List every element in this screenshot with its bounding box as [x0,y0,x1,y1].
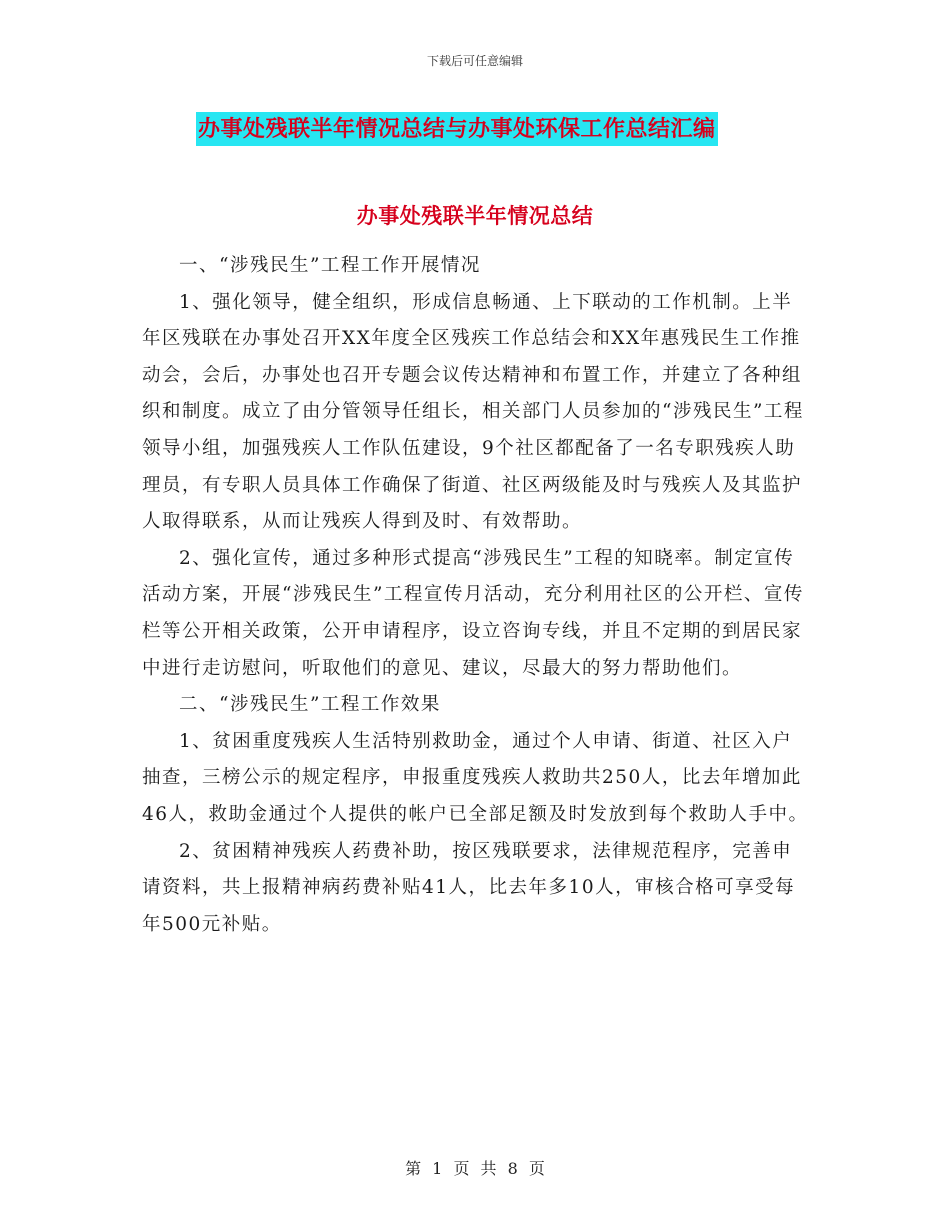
heading-1: 一、“涉残民生”工程工作开展情况 [179,255,481,276]
paragraph: 2、贫困精神残疾人药费补助，按区残联要求，法律规范程序，完善申请资料，共上报精神病药费补贴41人，比去年多10人，审核合格可享受每年500元补贴。 [142,840,796,935]
paragraph: 1、贫困重度残疾人生活特别救助金，通过个人申请、街道、社区入户抽查，三榜公示的规定程序，申报重度残疾人救助共250人，比去年增加此46人，救助金通过个人提供的帐户已全部足额及时发放到每个救助人手中。 [142,730,809,825]
page-footer: 第 1 页 共 8 页 [405,1159,545,1178]
header-note: 下载后可任意编辑 [426,54,523,68]
section-title: 办事处残联半年情况总结 [356,203,594,228]
paragraph: 1、强化领导，健全组织，形成信息畅通、上下联动的工作机制。上半年区残联在办事处召开XX年度全区残疾工作总结会和XX年惠残民生工作推动会，会后，办事处也召开专题会议传达精神和布置工作，并建立了各种组织和制度。成立了由分管领导任组长，相关部门人员参加的“涉残民生”工程领导小组，加强残疾人工作队伍建设，9个社区都配备了一名专职残疾人助理员，有专职人员具体工作确保了街道、社区两级能及时与残疾人及其监护人取得联系，从而让残疾人得到及时、有效帮助。 [142,291,804,533]
paragraph: 2、强化宣传，通过多种形式提高“涉残民生”工程的知晓率。制定宣传活动方案，开展“涉残民生”工程宣传月活动，充分利用社区的公开栏、宣传栏等公开相关政策，公开申请程序，设立咨询专线，并且不定期的到居民家中进行走访慰问，听取他们的意见、建议，尽最大的努力帮助他们。 [142,547,804,679]
heading-2: 二、“涉残民生”工程工作效果 [179,694,441,716]
document-title: 办事处残联半年情况总结与办事处环保工作总结汇编 [196,112,718,146]
document-body [142,248,812,943]
